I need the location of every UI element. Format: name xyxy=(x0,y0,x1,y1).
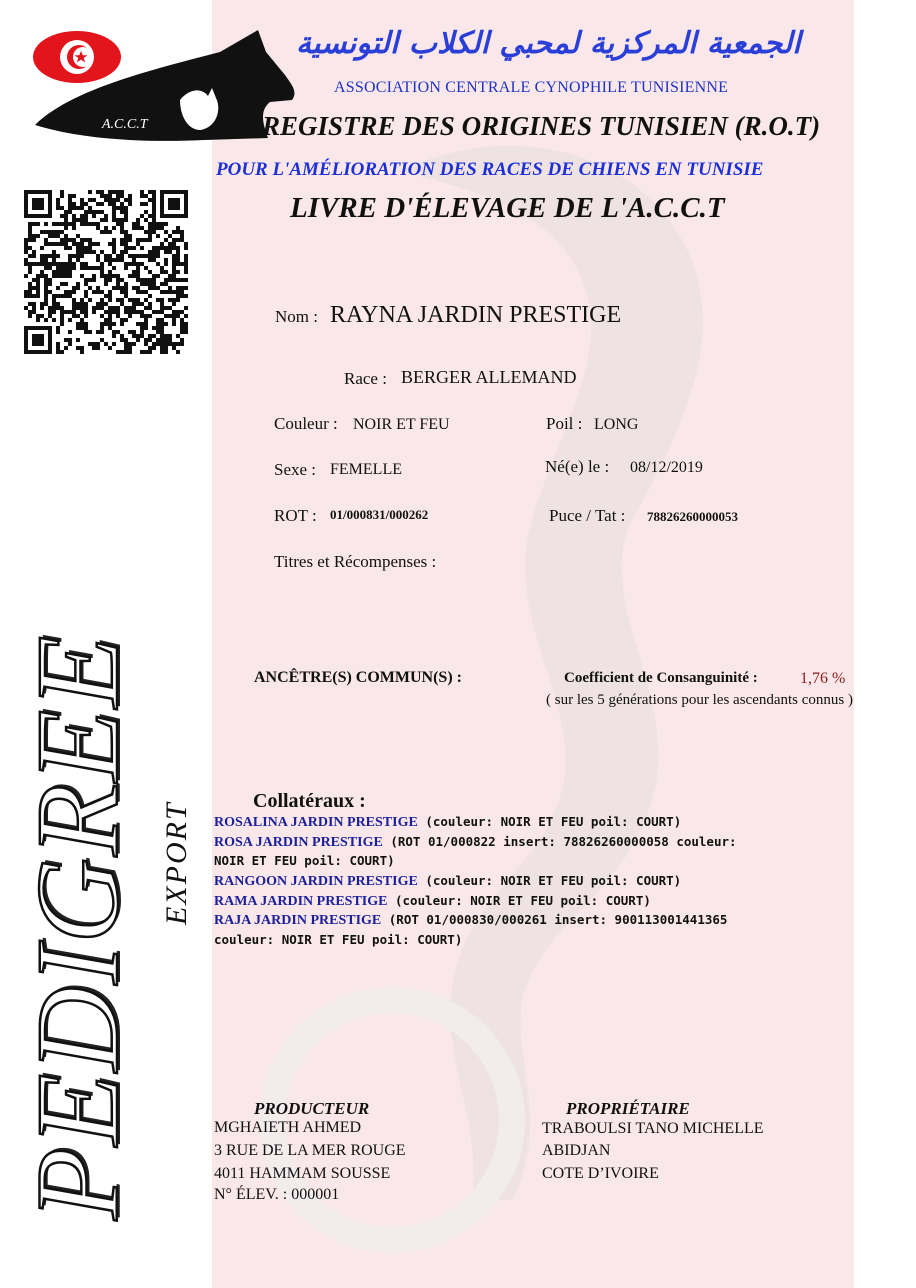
export-side-label: EXPORT xyxy=(160,801,193,925)
collateral-name: RAJA JARDIN PRESTIGE xyxy=(214,913,382,928)
name-label: Nom : xyxy=(275,307,318,326)
book-title: LIVRE D'ÉLEVAGE DE L'A.C.C.T xyxy=(290,192,725,224)
color-value: NOIR ET FEU xyxy=(353,416,450,433)
born-label: Né(e) le : xyxy=(545,457,610,476)
arabic-association-title: الجمعية المركزية لمحبي الكلاب التونسية xyxy=(296,26,801,61)
coefficient-note: ( sur les 5 générations pour les ascendants connus ) xyxy=(546,692,854,708)
owner-address-line2: COTE D’IVOIRE xyxy=(542,1165,659,1182)
born-value: 08/12/2019 xyxy=(630,459,703,476)
collateral-desc-continued: NOIR ET FEU poil: COURT) xyxy=(214,853,395,868)
registry-subtitle: POUR L'AMÉLIORATION DES RACES DE CHIENS EN TUNISIE xyxy=(216,159,764,180)
collateral-name: RANGOON JARDIN PRESTIGE xyxy=(214,874,418,889)
collateral-name: RAMA JARDIN PRESTIGE xyxy=(214,894,388,909)
owner-name: TRABOULSI TANO MICHELLE xyxy=(542,1120,764,1137)
chip-label: Puce / Tat : xyxy=(549,506,626,525)
chip-value: 78826260000053 xyxy=(647,509,738,524)
producer-heading: PRODUCTEUR xyxy=(254,1099,370,1118)
association-name: ASSOCIATION CENTRALE CYNOPHILE TUNISIENNE xyxy=(334,79,729,96)
collateral-item-continued xyxy=(214,930,462,951)
qr-code-icon[interactable] xyxy=(14,180,200,366)
collateral-desc: (couleur: NOIR ET FEU poil: COURT) xyxy=(417,814,682,829)
registry-title: REGISTRE DES ORIGINES TUNISIEN (R.O.T) xyxy=(262,111,821,141)
sex-label: Sexe : xyxy=(274,460,317,479)
collateral-item xyxy=(214,812,681,833)
titles-label: Titres et Récompenses : xyxy=(274,552,437,571)
owner-address-line1: ABIDJAN xyxy=(542,1142,611,1159)
dog-name: RAYNA JARDIN PRESTIGE xyxy=(330,302,622,328)
collateral-item xyxy=(214,832,737,853)
collateral-item xyxy=(214,910,727,931)
owner-heading: PROPRIÉTAIRE xyxy=(566,1099,690,1118)
collateral-desc-continued: couleur: NOIR ET FEU poil: COURT) xyxy=(214,932,463,947)
coat-value: LONG xyxy=(594,416,639,433)
collateral-desc: (couleur: NOIR ET FEU poil: COURT) xyxy=(417,873,682,888)
producer-name: MGHAIETH AHMED xyxy=(214,1119,362,1136)
collaterals-title: Collatéraux : xyxy=(253,790,366,812)
collateral-desc: (couleur: NOIR ET FEU poil: COURT) xyxy=(387,893,651,908)
coefficient-value: 1,76 % xyxy=(800,670,846,687)
rot-value: 01/000831/000262 xyxy=(330,507,429,522)
collateral-desc: (ROT 01/000830/000261 insert: 900113001441365 xyxy=(381,912,728,927)
logo-text: A.C.C.T xyxy=(102,117,148,132)
pedigree-side-banner: PEDIGREE xyxy=(12,633,143,1220)
collateral-name: ROSA JARDIN PRESTIGE xyxy=(214,835,383,850)
race-value: BERGER ALLEMAND xyxy=(401,367,577,387)
collateral-desc: (ROT 01/000822 insert: 78826260000058 couleur: xyxy=(382,834,737,849)
breeder-number: N° ÉLEV. : 000001 xyxy=(214,1186,340,1203)
producer-address-line2: 4011 HAMMAM SOUSSE xyxy=(214,1165,391,1182)
sex-value: FEMELLE xyxy=(330,461,402,478)
race-label: Race : xyxy=(344,369,387,388)
coefficient-label: Coefficient de Consanguinité : xyxy=(564,670,758,686)
collateral-name: ROSALINA JARDIN PRESTIGE xyxy=(214,815,418,830)
collateral-item xyxy=(214,891,651,912)
coat-label: Poil : xyxy=(546,414,583,433)
producer-address-line1: 3 RUE DE LA MER ROUGE xyxy=(214,1142,406,1159)
collateral-item xyxy=(214,871,681,892)
common-ancestors-label: ANCÊTRE(S) COMMUN(S) : xyxy=(254,669,462,686)
color-label: Couleur : xyxy=(274,414,338,433)
rot-label: ROT : xyxy=(274,506,317,525)
collateral-item-continued xyxy=(214,851,395,872)
